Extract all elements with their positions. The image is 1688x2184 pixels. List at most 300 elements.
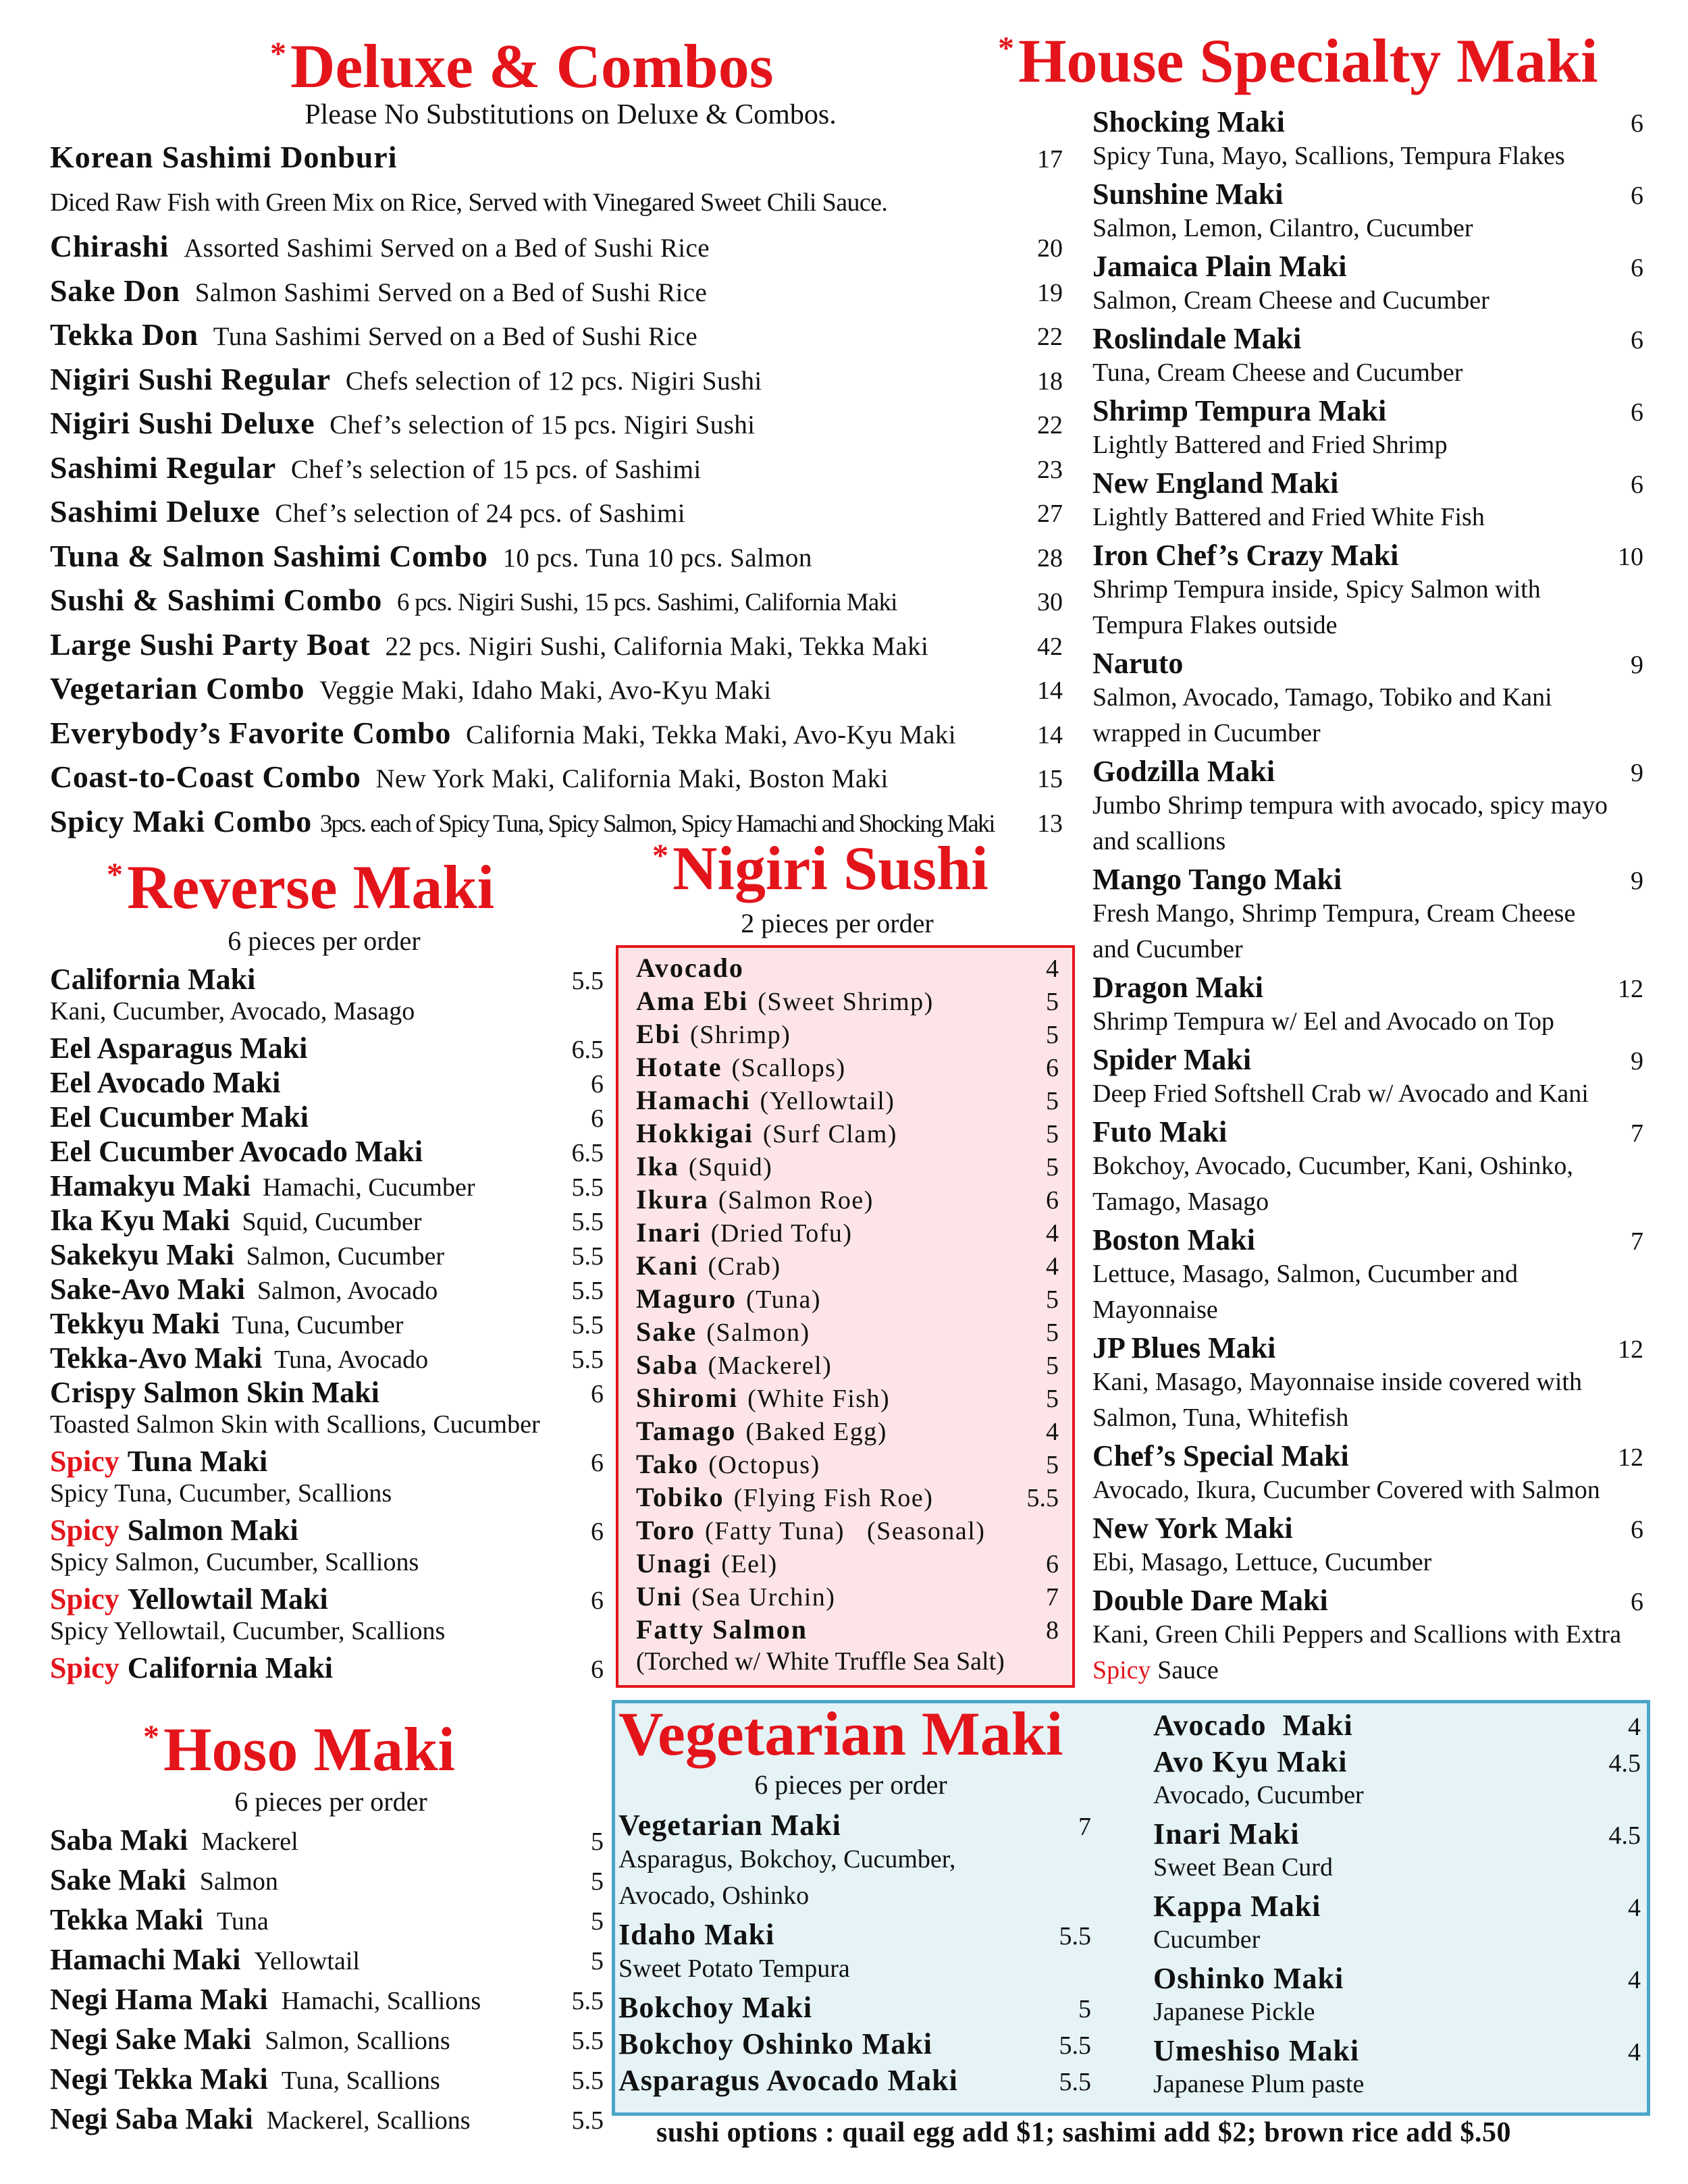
item-price: 27 <box>1037 500 1063 528</box>
item-name: Avo Kyu Maki <box>1153 1744 1348 1778</box>
item-name: Avocado <box>636 953 744 983</box>
menu-item <box>50 450 1063 485</box>
menu-item <box>50 228 1063 264</box>
menu-item <box>50 1513 604 1547</box>
vegetarian-left-list <box>618 1808 1091 2105</box>
item-price: 5.5 <box>571 2067 604 2095</box>
item-price: 6 <box>1631 1516 1643 1544</box>
item-desc: Spicy Tuna, Mayo, Scallions, Tempura Flakes <box>1092 142 1565 170</box>
item-name: Tekka Don <box>50 317 199 352</box>
item-desc <box>1092 1655 1219 1685</box>
item-desc: (Flying Fish Roe) <box>733 1484 934 1512</box>
reverse-sub: 6 pieces per order <box>228 926 421 956</box>
deluxe-note: Please No Substitutions on Deluxe & Combos. <box>305 99 837 130</box>
item-desc: Salmon, Avocado, Tamago, Tobiko and Kani <box>1092 683 1552 712</box>
item-desc: Kani, Cucumber, Avocado, Masago <box>50 997 415 1026</box>
item-desc: Chef’s selection of 24 pcs. of Sashimi <box>275 499 685 528</box>
item-price: 28 <box>1037 543 1063 572</box>
item-name: Negi Tekka Maki <box>50 2062 268 2096</box>
menu-item <box>50 1902 604 1937</box>
menu-item <box>636 1150 1059 1182</box>
menu-item <box>636 1117 1059 1149</box>
item-name: Negi Sake Maki <box>50 2023 252 2056</box>
item-desc: (Baked Egg) <box>745 1418 887 1446</box>
item-name: Inari Maki <box>1153 1817 1300 1850</box>
menu-item <box>1092 321 1643 356</box>
menu-item <box>636 1349 1059 1381</box>
item-price: 17 <box>1037 145 1063 174</box>
hoso-sub: 6 pieces per order <box>234 1786 427 1817</box>
menu-item <box>636 1415 1059 1447</box>
item-price: 6 <box>591 1104 604 1133</box>
item-name: Hokkigai <box>636 1118 754 1148</box>
menu-item <box>636 1084 1059 1116</box>
item-price: 4.5 <box>1608 1821 1641 1850</box>
item-price: 6 <box>1631 326 1643 354</box>
item-price: 5 <box>1078 1995 1091 2023</box>
menu-item <box>50 1134 604 1169</box>
menu-item <box>636 1018 1059 1050</box>
item-price: 6 <box>1631 109 1643 138</box>
sauce-label: Sauce <box>1151 1656 1219 1684</box>
menu-item <box>1092 1439 1643 1473</box>
item-price: 5 <box>591 1947 604 1975</box>
item-name: Umeshiso Maki <box>1153 2033 1360 2067</box>
item-desc: (Dried Tofu) <box>710 1219 853 1248</box>
item-price: 4 <box>1628 2037 1641 2067</box>
item-name: Roslindale Maki <box>1092 322 1302 355</box>
item-desc: Squid, Cucumber <box>242 1208 422 1236</box>
item-price: 5.5 <box>571 1173 604 1202</box>
item-desc: Bokchoy, Avocado, Cucumber, Kani, Oshinko, <box>1092 1152 1573 1180</box>
item-name: Everybody’s Favorite Combo <box>50 715 451 750</box>
menu-item <box>636 1614 1059 1645</box>
item-price: 5.5 <box>571 2027 604 2055</box>
item-name: Hamachi Maki <box>50 1943 241 1976</box>
menu-item <box>636 1547 1059 1579</box>
item-desc: Avocado, Cucumber <box>1153 1781 1364 1809</box>
item-name: Negi Hama Maki <box>50 1983 268 2016</box>
item-name: Fatty Salmon <box>636 1614 808 1645</box>
menu-item <box>618 1917 1091 1952</box>
menu-item <box>1153 1708 1641 1742</box>
menu-item <box>636 1514 1059 1546</box>
item-desc: Salmon Sashimi Served on a Bed of Sushi Rice <box>194 277 708 307</box>
item-desc: Chefs selection of 12 pcs. Nigiri Sushi <box>345 366 762 396</box>
nigiri-sub: 2 pieces per order <box>741 908 934 938</box>
menu-item <box>50 1065 604 1100</box>
item-price: 4 <box>1628 1965 1641 1994</box>
item-desc: Jumbo Shrimp tempura with avocado, spicy mayo <box>1092 791 1608 820</box>
item-price: 5 <box>591 1828 604 1856</box>
nigiri-list <box>636 952 1059 1681</box>
menu-item <box>50 2022 604 2056</box>
item-name: Tuna Maki <box>127 1445 268 1478</box>
item-desc: 22 pcs. Nigiri Sushi, California Maki, Tekka Maki <box>385 631 929 661</box>
item-price: 23 <box>1037 455 1063 484</box>
item-desc: Shrimp Tempura w/ Eel and Avocado on Top <box>1092 1007 1554 1036</box>
item-price: 7 <box>1631 1119 1643 1148</box>
item-name: Inari <box>636 1217 702 1248</box>
item-price: 5 <box>1046 1451 1059 1479</box>
item-name: Ikura <box>636 1184 709 1215</box>
item-desc: (Mackerel) <box>708 1352 833 1380</box>
item-price: 5 <box>591 1867 604 1896</box>
item-name: California Maki <box>50 963 256 996</box>
item-price: 18 <box>1037 367 1063 396</box>
spicy-label: Spicy <box>1092 1656 1151 1684</box>
item-desc: 10 pcs. Tuna 10 pcs. Salmon <box>502 543 812 572</box>
hoso-list <box>50 1823 604 2174</box>
item-price: 6 <box>591 1587 604 1615</box>
item-name: Sashimi Regular <box>50 450 276 485</box>
item-desc: and Cucumber <box>1092 935 1243 963</box>
item-desc: Mayonnaise <box>1092 1296 1218 1324</box>
item-price: 6 <box>591 1449 604 1477</box>
menu-item <box>1153 1744 1641 1779</box>
nigiri-box <box>616 945 1075 1688</box>
item-price: 6 <box>1631 398 1643 427</box>
menu-item <box>50 405 1063 441</box>
menu-item <box>1092 394 1643 428</box>
menu-item <box>1092 970 1643 1005</box>
item-desc: California Maki, Tekka Maki, Avo-Kyu Maki <box>465 720 956 749</box>
item-desc: (Eel) <box>721 1550 778 1578</box>
item-price: 5 <box>1046 988 1059 1016</box>
item-desc: Assorted Sashimi Served on a Bed of Sushi Rice <box>184 234 710 263</box>
spicy-label: Spicy <box>50 1514 120 1547</box>
item-desc: Tamago, Masago <box>1092 1188 1269 1216</box>
item-price: 4 <box>1628 1713 1641 1741</box>
item-name: Sake Don <box>50 273 180 308</box>
item-name: Eel Avocado Maki <box>50 1066 281 1099</box>
item-price: 6 <box>1046 1550 1059 1578</box>
menu-item <box>50 1375 604 1410</box>
item-desc: Chef’s selection of 15 pcs. of Sashimi <box>290 454 702 484</box>
item-price: 5.5 <box>571 1242 604 1271</box>
item-price: 5 <box>591 1907 604 1936</box>
item-name: Shrimp Tempura Maki <box>1092 394 1387 427</box>
item-price: 5.5 <box>571 1346 604 1374</box>
item-price: 7 <box>1078 1813 1091 1841</box>
item-price: 6 <box>591 1518 604 1546</box>
menu-item <box>1092 646 1643 681</box>
menu-item <box>1092 1583 1643 1618</box>
item-price: 4.5 <box>1608 1749 1641 1778</box>
item-desc: Deep Fried Softshell Crab w/ Avocado and Kani <box>1092 1080 1589 1108</box>
item-price: 6 <box>1631 1588 1643 1616</box>
menu-item <box>636 1382 1059 1414</box>
menu-item <box>636 1250 1059 1281</box>
item-name: Tamago <box>636 1416 737 1446</box>
item-desc: (Shrimp) <box>690 1021 791 1049</box>
item-name: Salmon Maki <box>127 1514 298 1547</box>
item-name: Eel Cucumber Maki <box>50 1100 309 1134</box>
item-desc: Tuna, Cream Cheese and Cucumber <box>1092 358 1463 387</box>
item-price: 5.5 <box>571 2106 604 2135</box>
menu-item <box>50 582 1063 618</box>
item-price: 8 <box>1046 1616 1059 1645</box>
item-desc: Tuna, Scallions <box>281 2067 440 2095</box>
menu-item <box>1092 754 1643 789</box>
item-price: 9 <box>1631 651 1643 679</box>
item-name: Sake Maki <box>50 1863 186 1896</box>
item-desc: Shrimp Tempura inside, Spicy Salmon with <box>1092 575 1541 604</box>
item-desc: (Yellowtail) <box>760 1087 895 1115</box>
menu-item <box>618 2027 1091 2061</box>
menu-item <box>50 1237 604 1272</box>
item-desc: Ebi, Masago, Lettuce, Cucumber <box>1092 1548 1432 1576</box>
item-name: Unagi <box>636 1548 712 1578</box>
item-desc: Salmon, Scallions <box>265 2027 450 2055</box>
item-name: Dragon Maki <box>1092 971 1263 1004</box>
item-desc: Salmon <box>199 1867 278 1896</box>
item-name: Coast-to-Coast Combo <box>50 760 361 794</box>
item-name: New York Maki <box>1092 1512 1293 1545</box>
item-price: 42 <box>1037 632 1063 661</box>
menu-item <box>50 139 1063 175</box>
item-price: 6.5 <box>571 1139 604 1167</box>
menu-item <box>50 1582 604 1616</box>
item-desc: (Salmon Roe) <box>718 1186 874 1215</box>
item-desc: Spicy Yellowtail, Cucumber, Scallions <box>50 1617 446 1645</box>
item-price: 13 <box>1037 809 1063 838</box>
item-price: 15 <box>1037 765 1063 793</box>
item-price: 6 <box>1046 1054 1059 1082</box>
item-desc: Mackerel, Scallions <box>266 2106 471 2135</box>
item-desc: and scallions <box>1092 827 1226 855</box>
item-price: 6 <box>1046 1186 1059 1215</box>
menu-item <box>636 952 1059 984</box>
item-name: New England Maki <box>1092 467 1339 500</box>
item-name: Negi Saba Maki <box>50 2102 253 2135</box>
menu-item <box>1092 177 1643 211</box>
item-desc: (Surf Clam) <box>762 1120 897 1148</box>
menu-item <box>50 1306 604 1341</box>
item-name: Large Sushi Party Boat <box>50 627 371 662</box>
item-name: Bokchoy Oshinko Maki <box>618 2027 933 2060</box>
menu-item <box>50 1272 604 1306</box>
item-desc: Japanese Pickle <box>1153 1998 1315 2026</box>
item-price: 5 <box>1046 1087 1059 1115</box>
menu-item <box>1092 1223 1643 1257</box>
item-desc: (Fatty Tuna) (Seasonal) <box>705 1517 986 1545</box>
item-price: 14 <box>1037 720 1063 749</box>
menu-item <box>50 1982 604 2017</box>
menu-item <box>636 1316 1059 1348</box>
menu-item <box>636 1183 1059 1215</box>
item-name: Eel Cucumber Avocado Maki <box>50 1135 423 1168</box>
item-price: 4 <box>1046 1418 1059 1446</box>
item-desc: (Octopus) <box>708 1451 820 1479</box>
item-desc: Lightly Battered and Fried Shrimp <box>1092 431 1448 459</box>
item-desc: Lightly Battered and Fried White Fish <box>1092 503 1485 531</box>
menu-item <box>50 1942 604 1977</box>
item-desc: Japanese Plum paste <box>1153 2070 1365 2098</box>
item-price: 5 <box>1046 1285 1059 1314</box>
item-name: Futo Maki <box>1092 1115 1228 1148</box>
item-name: Saba <box>636 1350 699 1380</box>
item-price: 5 <box>1046 1153 1059 1181</box>
menu-item <box>1092 862 1643 897</box>
item-name: Ama Ebi <box>636 986 749 1016</box>
item-name: Godzilla Maki <box>1092 755 1275 788</box>
menu-item <box>1092 538 1643 572</box>
menu-item <box>50 1863 604 1897</box>
item-desc: Asparagus, Bokchoy, Cucumber, <box>618 1845 956 1873</box>
item-name: Sake <box>636 1316 697 1347</box>
item-desc: wrapped in Cucumber <box>1092 719 1321 747</box>
item-desc: Avocado, Oshinko <box>618 1882 810 1910</box>
reverse-list <box>50 962 604 1705</box>
item-desc: New York Maki, California Maki, Boston Maki <box>375 764 889 793</box>
item-name: Saba Maki <box>50 1823 188 1857</box>
item-name: Ika <box>636 1151 679 1181</box>
item-desc: (Squid) <box>688 1153 773 1181</box>
item-name: Nigiri Sushi Regular <box>50 361 331 396</box>
menu-item <box>636 1448 1059 1480</box>
menu-item <box>50 759 1063 795</box>
item-name: Chef’s Special Maki <box>1092 1439 1349 1472</box>
menu-item <box>636 1481 1059 1513</box>
item-price: 19 <box>1037 278 1063 307</box>
menu-item <box>636 1283 1059 1314</box>
menu-item <box>1153 1889 1641 1923</box>
item-desc: Kani, Green Chili Peppers and Scallions with Extra <box>1092 1620 1622 1649</box>
menu-item <box>1153 2033 1641 2068</box>
item-desc: (Sweet Shrimp) <box>758 988 934 1016</box>
menu-item <box>636 1051 1059 1083</box>
menu-item <box>1092 1042 1643 1077</box>
item-name: Sake-Avo Maki <box>50 1273 245 1306</box>
item-name: Shiromi <box>636 1383 739 1413</box>
item-name: Tako <box>636 1449 700 1479</box>
item-price: 30 <box>1037 588 1063 616</box>
item-desc: (Sea Urchin) <box>691 1583 836 1612</box>
item-name: Double Dare Maki <box>1092 1584 1328 1617</box>
item-desc: Fresh Mango, Shrimp Tempura, Cream Cheese <box>1092 899 1576 928</box>
menu-item <box>50 1100 604 1134</box>
menu-item <box>50 2062 604 2096</box>
vegetarian-sub: 6 pieces per order <box>754 1769 947 1800</box>
item-price: 5.5 <box>571 1311 604 1339</box>
nigiri-title: *Nigiri Sushi <box>652 834 988 903</box>
house-list <box>1092 105 1643 1698</box>
item-desc: Sweet Potato Tempura <box>618 1954 850 1983</box>
item-price: 14 <box>1037 676 1063 705</box>
menu-item <box>1092 1115 1643 1149</box>
item-name: Vegetarian Combo <box>50 671 305 705</box>
menu-item <box>636 985 1059 1017</box>
deluxe-title: *Deluxe & Combos <box>270 32 774 101</box>
item-price: 6 <box>1631 182 1643 210</box>
item-desc: Yellowtail <box>254 1947 360 1975</box>
menu-item <box>618 2063 1091 2098</box>
item-desc: (Crab) <box>708 1252 781 1281</box>
spicy-label: Spicy <box>50 1651 120 1684</box>
menu-item <box>50 273 1063 309</box>
item-price: 5.5 <box>571 1208 604 1236</box>
menu-item <box>1153 1961 1641 1996</box>
item-price: 5 <box>1046 1021 1059 1049</box>
item-desc: (Scallops) <box>731 1054 846 1082</box>
menu-item <box>618 1990 1091 2025</box>
item-price: 6 <box>591 1655 604 1684</box>
item-name: Toro <box>636 1515 696 1545</box>
menu-item <box>50 1203 604 1237</box>
item-price: 5.5 <box>1059 2031 1091 2060</box>
item-desc: Tempura Flakes outside <box>1092 611 1338 639</box>
item-price: 5.5 <box>571 967 604 995</box>
item-desc: Avocado, Ikura, Cucumber Covered with Salmon <box>1092 1476 1600 1504</box>
item-price: 6 <box>591 1070 604 1098</box>
menu-item <box>618 1808 1091 1842</box>
menu-item <box>1092 466 1643 500</box>
item-desc: Tuna <box>217 1907 269 1936</box>
item-name: Hotate <box>636 1052 722 1082</box>
item-desc: Tuna Sashimi Served on a Bed of Sushi Rice <box>213 322 698 351</box>
menu-item <box>50 670 1063 706</box>
item-name: Uni <box>636 1581 683 1612</box>
item-desc: Tuna, Avocado <box>274 1346 429 1374</box>
item-desc: Salmon, Tuna, Whitefish <box>1092 1404 1349 1432</box>
item-desc: Toasted Salmon Skin with Scallions, Cucumber <box>50 1410 540 1439</box>
menu-item <box>50 1031 604 1065</box>
vegetarian-title: Vegetarian Maki <box>618 1699 1063 1768</box>
item-name: Spicy Maki Combo <box>50 803 312 838</box>
spicy-label: Spicy <box>50 1582 120 1616</box>
item-name: Yellowtail Maki <box>127 1582 328 1616</box>
item-desc: Salmon, Cream Cheese and Cucumber <box>1092 286 1489 315</box>
item-price: 5 <box>1046 1120 1059 1148</box>
item-name: Vegetarian Maki <box>618 1809 841 1842</box>
item-price: 5.5 <box>571 1987 604 2015</box>
item-price: 5.5 <box>1026 1484 1059 1512</box>
item-price: 12 <box>1618 1443 1643 1472</box>
item-desc: Mackerel <box>201 1828 298 1856</box>
menu-item <box>50 1823 604 1857</box>
item-price: 5.5 <box>571 1277 604 1305</box>
item-price: 7 <box>1631 1227 1643 1256</box>
item-name: Sushi & Sashimi Combo <box>50 583 382 617</box>
item-desc: (Salmon) <box>706 1319 810 1347</box>
item-desc: Hamachi, Cucumber <box>263 1173 475 1202</box>
item-price: 7 <box>1046 1583 1059 1612</box>
item-price: 5 <box>1046 1352 1059 1380</box>
item-name: Mango Tango Maki <box>1092 863 1342 896</box>
menu-item <box>50 715 1063 751</box>
item-name: Sakekyu Maki <box>50 1238 234 1271</box>
item-desc: 3pcs. each of Spicy Tuna, Spicy Salmon, Spicy Hamachi and Shocking Maki <box>319 809 995 838</box>
spicy-label: Spicy <box>50 1445 120 1478</box>
item-name: Tekka Maki <box>50 1903 204 1936</box>
menu-item <box>1153 1817 1641 1851</box>
item-name: JP Blues Maki <box>1092 1331 1276 1364</box>
item-price: 4 <box>1046 1219 1059 1248</box>
menu-item <box>1092 1331 1643 1365</box>
menu-item <box>50 962 604 996</box>
item-price: 20 <box>1037 234 1063 263</box>
item-name: Iron Chef’s Crazy Maki <box>1092 539 1399 572</box>
item-name: Ebi <box>636 1019 681 1049</box>
item-desc: (Torched w/ White Truffle Sea Salt) <box>636 1647 1005 1676</box>
item-desc: Salmon, Cucumber <box>246 1242 445 1271</box>
item-name: Oshinko Maki <box>1153 1961 1344 1995</box>
item-name: Korean Sashimi Donburi <box>50 140 398 174</box>
item-name: Tekkyu Maki <box>50 1307 220 1340</box>
item-name: Boston Maki <box>1092 1223 1255 1256</box>
item-name: Idaho Maki <box>618 1918 775 1951</box>
